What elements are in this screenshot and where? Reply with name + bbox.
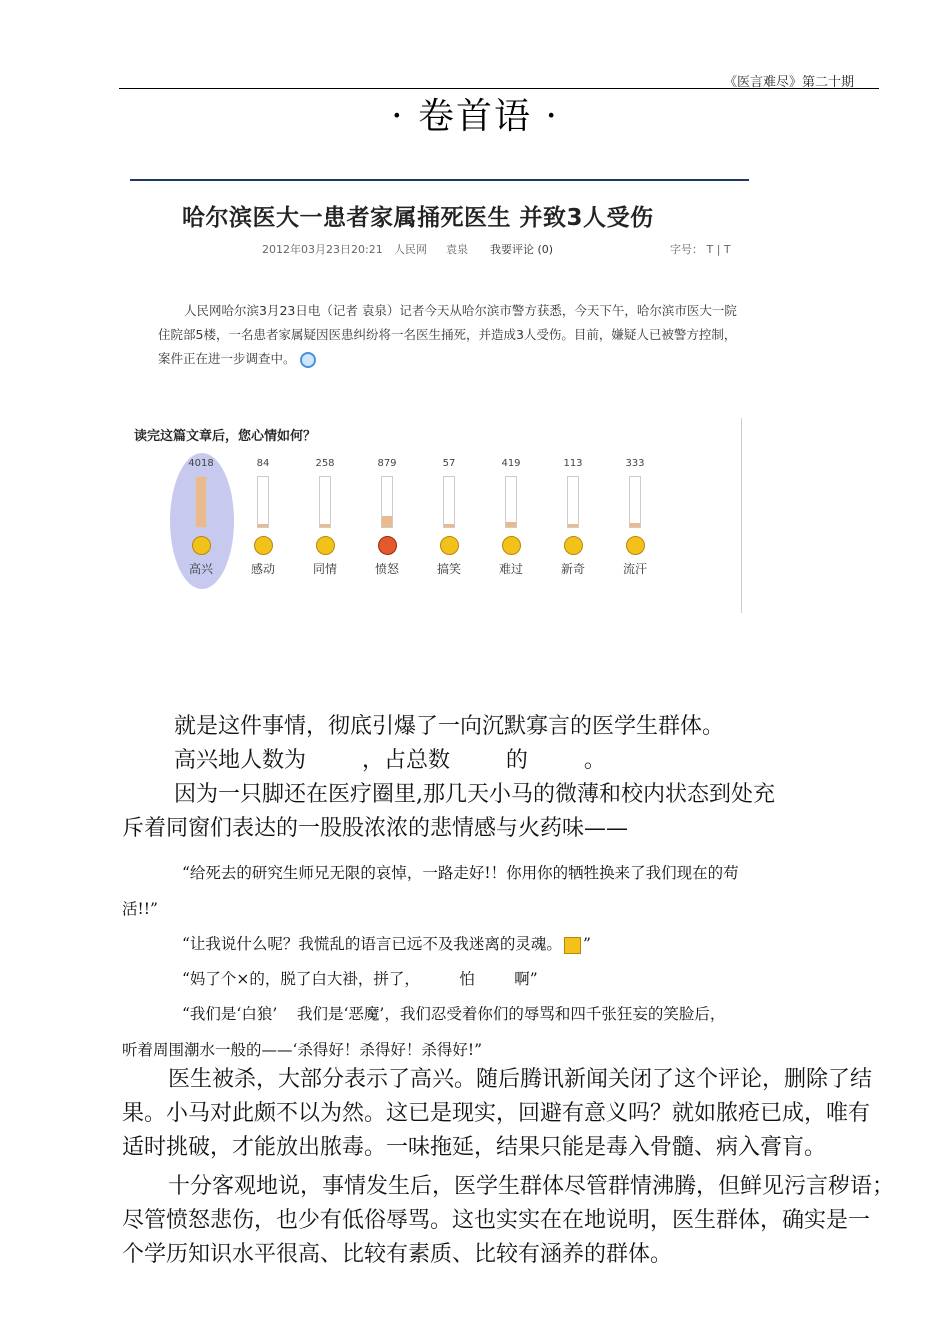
paragraph-5-line-1: 十分客观地说，事情发生后，医学生群体尽管群情沸腾，但鲜见污言秽语； bbox=[168, 1174, 895, 1199]
mood-count: 879 bbox=[377, 458, 397, 469]
mood-bar-fill bbox=[630, 523, 640, 527]
mood-bar-fill bbox=[444, 524, 454, 527]
mood-bar-fill bbox=[506, 522, 516, 527]
mood-option-1[interactable] bbox=[243, 458, 283, 577]
mood-count: 84 bbox=[256, 458, 270, 469]
sweat-face-icon[interactable] bbox=[626, 536, 645, 555]
news-title: 哈尔滨医大一患者家属捅死医生 并致3人受伤 bbox=[182, 205, 654, 231]
quote-3: “妈了个×的，脱了白大褂，拼了， 怕 啊” bbox=[182, 970, 538, 988]
mood-bar bbox=[629, 476, 641, 528]
mood-bar bbox=[443, 476, 455, 528]
angry-face-icon[interactable] bbox=[378, 536, 397, 555]
news-top-border bbox=[130, 179, 749, 181]
mood-bar-fill bbox=[196, 477, 206, 527]
mood-bar-fill bbox=[258, 524, 268, 527]
mood-bar bbox=[257, 476, 269, 528]
news-date: 2012年03月23日20:21 bbox=[262, 243, 383, 256]
mood-label: 难过 bbox=[498, 562, 523, 576]
mood-bar-fill bbox=[568, 524, 578, 527]
mood-count: 419 bbox=[501, 458, 521, 469]
mood-count: 4018 bbox=[188, 458, 214, 469]
mood-option-6[interactable] bbox=[553, 458, 593, 577]
mood-count: 113 bbox=[563, 458, 583, 469]
mood-count: 333 bbox=[625, 458, 645, 469]
mood-label: 新奇 bbox=[560, 562, 585, 576]
quote-1-line-2: 活!!” bbox=[122, 900, 158, 918]
font-size-control[interactable]: 字号： T | T bbox=[670, 243, 731, 256]
paragraph-5-line-2: 尽管愤怒悲伤，也少有低俗辱骂。这也实实在在地说明，医生群体，确实是一 bbox=[122, 1208, 871, 1233]
laugh-face-icon[interactable] bbox=[192, 536, 211, 555]
paragraph-4-line-3: 适时挑破，才能放出脓毒。一味拖延，结果只能是毒入骨髓、病入膏肓。 bbox=[122, 1135, 827, 1160]
mood-question: 读完这篇文章后，您心情如何？ bbox=[134, 429, 317, 444]
paragraph-4-line-2: 果。小马对此颇不以为然。这已是现实，回避有意义吗？就如脓疮已成，唯有 bbox=[122, 1101, 871, 1126]
sad-face-icon[interactable] bbox=[502, 536, 521, 555]
side-divider bbox=[741, 418, 742, 613]
news-author: 袁泉 bbox=[446, 243, 468, 256]
quote-4-line-1: “我们是‘白狼’ 我们是‘恶魔’，我们忍受着你们的辱骂和四千张狂妄的笑脸后， bbox=[182, 1005, 726, 1023]
news-body: 人民网哈尔滨3月23日电（记者 袁泉）记者今天从哈尔滨市警方获悉，今天下午，哈尔滨市医大一院住院部5楼，一名患者家属疑因医患纠纷将一名医生捅死，并造成3人受伤。目前，嫌疑人已被警方控制，案件正在进一步调查中。 bbox=[158, 303, 737, 366]
sympathy-face-icon[interactable] bbox=[316, 536, 335, 555]
publication-header: 《医言难尽》第二十期 bbox=[724, 74, 855, 89]
paragraph-1: 就是这件事情，彻底引爆了一向沉默寡言的医学生群体。 bbox=[174, 714, 725, 739]
mood-bar bbox=[381, 476, 393, 528]
mood-option-0[interactable] bbox=[181, 458, 221, 577]
share-icon[interactable] bbox=[300, 352, 316, 368]
quote-4-line-2: 听着周围潮水一般的——‘杀得好！杀得好！杀得好!” bbox=[122, 1041, 483, 1059]
crying-emoji-icon bbox=[564, 937, 581, 954]
mood-bar bbox=[319, 476, 331, 528]
mood-option-3[interactable] bbox=[367, 458, 407, 577]
funny-face-icon[interactable] bbox=[440, 536, 459, 555]
quote-1-line-1: “给死去的研究生师兄无限的哀悼，一路走好!！你用你的牺牲换来了我们现在的苟 bbox=[182, 864, 739, 882]
mood-label: 感动 bbox=[250, 562, 275, 576]
mood-option-4[interactable] bbox=[429, 458, 469, 577]
paragraph-3-line-2: 斥着同窗们表达的一股股浓浓的悲情感与火药味—— bbox=[122, 816, 629, 841]
mood-option-7[interactable] bbox=[615, 458, 655, 577]
mood-count: 57 bbox=[442, 458, 456, 469]
mood-count: 258 bbox=[315, 458, 335, 469]
mood-label: 愤怒 bbox=[374, 562, 399, 576]
mood-label: 同情 bbox=[312, 562, 337, 576]
mood-label: 高兴 bbox=[188, 562, 213, 576]
news-source: 人民网 bbox=[394, 243, 427, 256]
mood-bar bbox=[505, 476, 517, 528]
mood-bar-fill bbox=[382, 516, 392, 527]
cry-face-icon[interactable] bbox=[254, 536, 273, 555]
comment-link[interactable]: 我要评论 (0) bbox=[490, 243, 554, 256]
mood-bar bbox=[195, 476, 207, 528]
paragraph-5-line-3: 个学历知识水平很高、比较有素质、比较有涵养的群体。 bbox=[122, 1242, 673, 1267]
mood-bar bbox=[567, 476, 579, 528]
mood-option-5[interactable] bbox=[491, 458, 531, 577]
paragraph-4-line-1: 医生被杀，大部分表示了高兴。随后腾讯新闻关闭了这个评论，删除了结 bbox=[168, 1067, 873, 1092]
quote-2: “让我说什么呢？我慌乱的语言已远不及我迷离的灵魂。 ” bbox=[182, 935, 591, 953]
mood-label: 流汗 bbox=[622, 562, 647, 576]
section-title: · 卷首语 · bbox=[391, 96, 559, 137]
mood-option-2[interactable] bbox=[305, 458, 345, 577]
paragraph-3-line-1: 因为一只脚还在医疗圈里,那几天小马的微薄和校内状态到处充 bbox=[174, 782, 775, 807]
paragraph-2: 高兴地人数为 ，占总数 的 。 bbox=[174, 748, 606, 773]
mood-bar-fill bbox=[320, 524, 330, 527]
curious-face-icon[interactable] bbox=[564, 536, 583, 555]
mood-label: 搞笑 bbox=[436, 562, 461, 576]
news-screenshot bbox=[124, 175, 749, 615]
